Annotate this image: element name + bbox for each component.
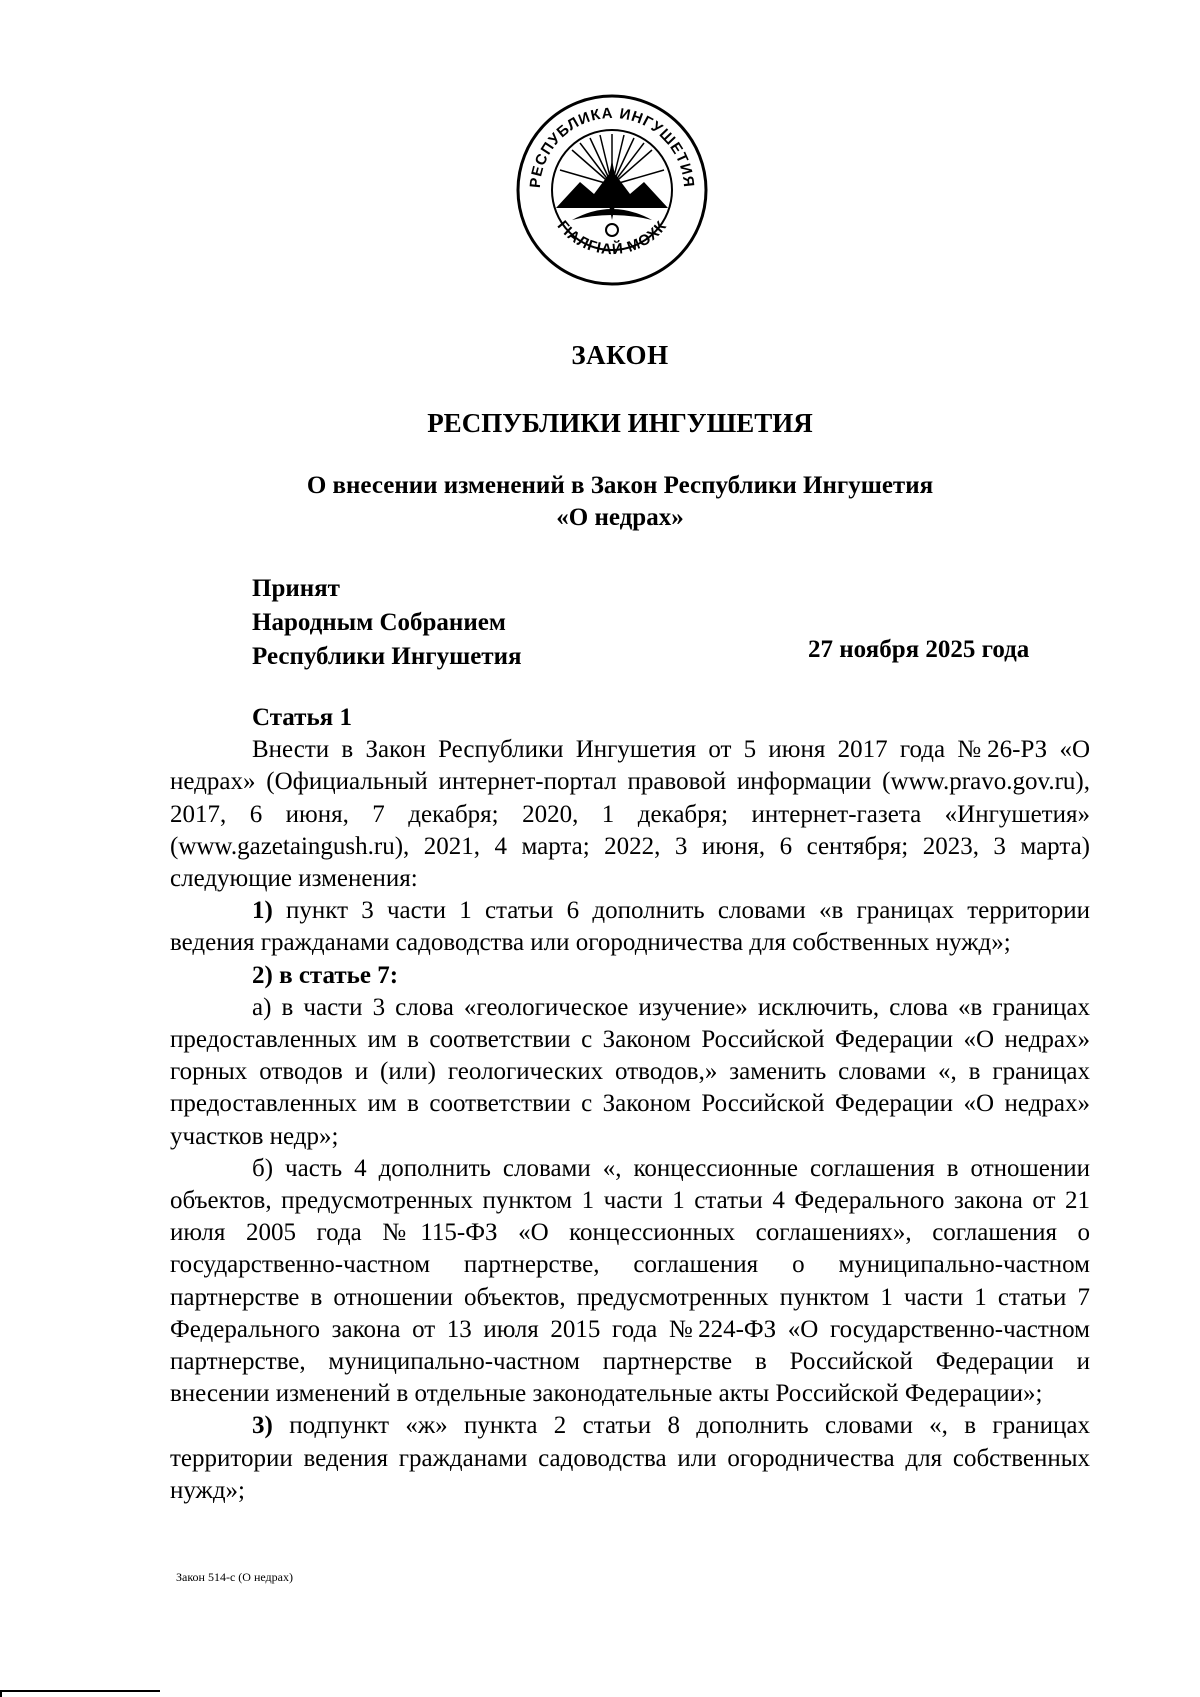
document-subtitle: РЕСПУБЛИКИ ИНГУШЕТИЯ [427,408,813,438]
emblem-text-top: РЕСПУБЛИКА ИНГУШЕТИЯ [526,104,698,189]
emblem-text-bottom: ГӀАЛГӀАЙ МОХК [553,217,671,259]
document-title: ЗАКОН [571,340,669,370]
footer-doc-ref: Закон 514-с (О недрах) [176,1570,293,1584]
item-3 [170,1410,1090,1507]
item-1 [170,895,1090,959]
item-1-number: 1) [252,897,273,925]
article-intro: Внести в Закон Республики Ингушетия от 5 июня 2017 года №26-РЗ «О недрах» (Официальный интернет-портал правовой информации (www.pravo.gov.ru), 2017, 6 июня, 7 декабря; 2020, 1 декабря; интернет-газета «Ингушетия» (www.gazetaingush.ru), 2021, 4 марта; 2022, 3 июня, 6 сентября; 2023, 3 марта) следующие изменения: [170,736,1090,893]
item-2-heading: 2) в статье 7: [252,961,399,989]
adoption-block [252,572,522,674]
adoption-date: 27 ноября 2025 года [808,636,1030,663]
emblem-icon [512,90,712,290]
scan-edge-line [0,1690,160,1692]
item-3-number: 3) [252,1412,273,1440]
adopted-line-3: Республики Ингушетия [252,643,522,670]
adopted-line-1: Принят [252,575,340,602]
item-2a: а) в части 3 слова «геологическое изучение» исключить, слова «в границах предоставленных им в соответствии с Законом Российской Федерации «О недрах» горных отводов и (или) геологических отводов,» заменить словами «, в границах предоставленных им в соответствии с Законом Российской Федерации «О недрах» участков недр»; [170,993,1090,1150]
article-heading: Статья 1 [252,704,352,731]
adopted-line-2: Народным Собранием [252,609,506,636]
item-1-text: пункт 3 части 1 статьи 6 дополнить словами «в границах территории ведения гражданами садоводства или огородничества для собственных нужд»; [170,897,1090,957]
emblem-seal [512,90,712,290]
article-body [170,702,1090,1507]
document-description [0,470,1200,534]
scan-edge-tick [0,1690,2,1697]
item-2b: б) часть 4 дополнить словами «, концессионные соглашения в отношении объектов, предусмотренных пунктом 1 части 1 статьи 4 Федерального закона от 21 июля 2005 года №115-ФЗ «О концессионных соглашениях», соглашения о государственно-частном партнерстве, соглашения о муниципально-частном партнерстве в отношении объектов, предусмотренных пунктом 1 части 1 статьи 7 Федерального закона от 13 июля 2015 года №224-ФЗ «О государственно-частном партнерстве, муниципально-частном партнерстве в Российской Федерации и внесении изменений в отдельные законодательные акты Российской Федерации»; [170,1154,1090,1408]
item-3-text: подпункт «ж» пункта 2 статьи 8 дополнить словами «, в границах территории ведения гражданами садоводства или огородничества для собственных нужд»; [170,1412,1091,1504]
description-line-2: «О недрах» [556,504,684,531]
description-line-1: О внесении изменений в Закон Республики Ингушетия [306,472,934,499]
